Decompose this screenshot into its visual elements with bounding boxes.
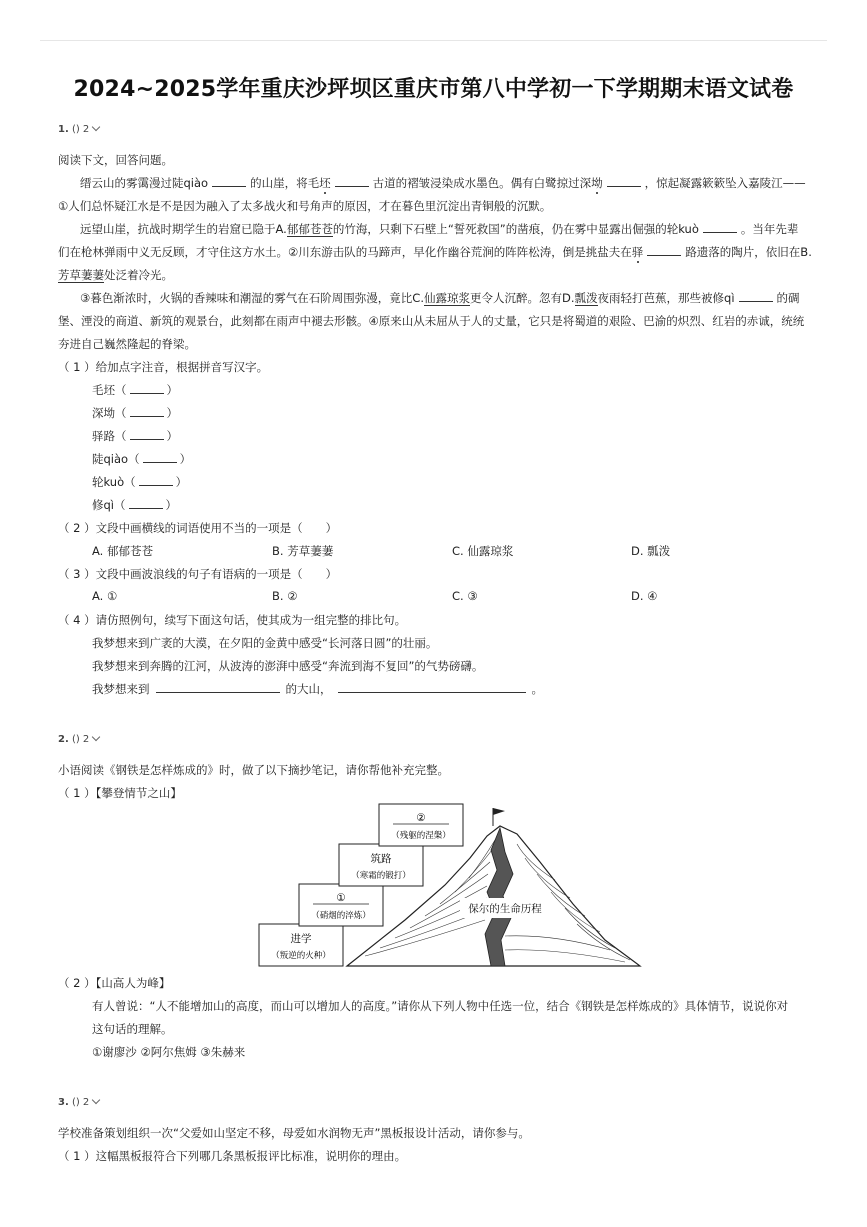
svg-text:筑路: 筑路 xyxy=(370,853,392,865)
passage-line: ③暮色渐浓时，火锅的香辣味和潮湿的雾气在石阶周围弥漫，竟比C.仙露琼浆更令人沉醉。忽有D.瓢泼夜雨轻打芭蕉，那些被修qì 的碉 xyxy=(80,291,800,305)
passage-line: 芳草萋萋处泛着冷光。 xyxy=(58,268,173,282)
fill-sentence: 我梦想来到 的大山， 。 xyxy=(92,682,543,696)
answer-item: 驿路（ ） xyxy=(92,429,178,443)
character-options: ①谢廖沙 ②阿尔焦姆 ③朱赫来 xyxy=(92,1045,246,1059)
q1-intro: 阅读下文，回答问题。 xyxy=(58,153,173,167)
sub-question-4: （ 4 ）请仿照例句，续写下面这句话，使其成为一组完整的排比句。 xyxy=(58,613,407,627)
passage-line: 夯进自己巍然隆起的脊梁。 xyxy=(58,337,196,351)
svg-text:（寒霜的锻打）: （寒霜的锻打） xyxy=(351,871,411,881)
chevron-down-icon[interactable] xyxy=(92,1096,100,1104)
answer-blank[interactable] xyxy=(130,382,164,394)
q2-intro: 小语阅读《钢铁是怎样炼成的》时，做了以下摘抄笔记，请你帮他补充完整。 xyxy=(58,763,449,777)
question-text: 这句话的理解。 xyxy=(92,1022,173,1036)
svg-text:进学: 进学 xyxy=(290,933,312,945)
sub-question-2: （ 2 ）【山高人为峰】 xyxy=(58,976,171,990)
svg-text:（叛逆的火种）: （叛逆的火种） xyxy=(271,951,331,961)
question-3-header[interactable] xyxy=(58,1097,99,1108)
question-text: 有人曾说：“人不能增加山的高度，而山可以增加人的高度。”请你从下列人物中任选一位，结合《钢铁是怎样炼成的》具体情节，说说你对 xyxy=(92,999,789,1013)
q3-intro: 学校准备策划组织一次“父爱如山坚定不移，母爱如水润物无声”黑板报设计活动，请你参与。 xyxy=(58,1126,530,1140)
question-2-header[interactable] xyxy=(58,734,99,745)
passage-line: 堡、湮没的商道、新筑的观景台，此刻都在雨声中褪去形骸。④原来山从未屈从于人的丈量，它只是将蜀道的艰险、巴渝的炽烈、红岩的赤诚，统统 xyxy=(58,314,805,328)
answer-blank[interactable] xyxy=(139,474,173,486)
answer-item: 毛坯（ ） xyxy=(92,383,178,397)
passage-line: 远望山崖，抗战时期学生的岩窟已隐于A.郁郁苍苍的竹海，只剩下石壁上“誓死救国”的凿痕，仍在雾中显露出倔强的轮kuò 。当年先辈 xyxy=(80,222,799,236)
answer-item: 深坳（ ） xyxy=(92,406,178,420)
svg-text:②: ② xyxy=(416,812,426,824)
question-meta: () 2 xyxy=(71,734,90,745)
question-meta: () 2 xyxy=(71,1097,90,1108)
passage-line: 们在枪林弹雨中义无反顾，才守住这方水土。②川东游击队的马蹄声，早化作幽谷荒涧的阵阵松涛，倒是挑盐夫在驿 路遗落的陶片，依旧在B. xyxy=(58,245,812,259)
page-title: 2024~2025学年重庆沙坪坝区重庆市第八中学初一下学期期末语文试卷 xyxy=(73,77,794,102)
step-box-4 xyxy=(379,804,463,846)
step-box-2 xyxy=(299,884,383,926)
sub-question-3: （ 3 ）文段中画波浪线的句子有语病的一项是（ ） xyxy=(58,567,338,581)
answer-blank[interactable] xyxy=(338,681,526,693)
option-a[interactable]: A. 郁郁苍苍 xyxy=(92,544,153,558)
passage-line: 缙云山的雾霭漫过陡qiào 的山崖，将毛坯 古道的褶皱浸染成水墨色。偶有白鹭掠过深坳 ，惊起凝露簌簌坠入嘉陵江—— xyxy=(80,176,806,190)
step-box-1 xyxy=(259,924,343,966)
question-number: 1. xyxy=(58,124,69,135)
question-number: 2. xyxy=(58,734,69,745)
question-meta: () 2 xyxy=(71,124,90,135)
answer-blank[interactable] xyxy=(156,681,280,693)
question-number: 3. xyxy=(58,1097,69,1108)
option-a[interactable]: A. ① xyxy=(92,589,118,603)
option-c[interactable]: C. ③ xyxy=(452,589,478,603)
top-divider xyxy=(40,40,827,41)
mountain-diagram xyxy=(255,800,650,970)
sub-question-1: （ 1 ）这幅黑板报符合下列哪几条黑板报评比标准，说明你的理由。 xyxy=(58,1149,407,1163)
passage-line: ①人们总怀疑江水是不是因为融入了太多战火和号角声的原因，才在暮色里沉淀出青铜般的沉默。 xyxy=(58,199,552,213)
answer-blank[interactable] xyxy=(130,428,164,440)
example-sentence: 我梦想来到奔腾的江河，从波涛的澎湃中感受“奔流到海不复回”的气势磅礴。 xyxy=(92,659,484,673)
sub-question-1: （ 1 ）给加点字注音，根据拼音写汉字。 xyxy=(58,360,269,374)
svg-text:（硝烟的淬炼）: （硝烟的淬炼） xyxy=(311,911,371,921)
option-d[interactable]: D. ④ xyxy=(631,589,658,603)
answer-item: 轮kuò（ ） xyxy=(92,475,188,489)
answer-blank[interactable] xyxy=(130,405,164,417)
svg-text:①: ① xyxy=(336,892,346,904)
step-box-3 xyxy=(339,844,423,886)
option-b[interactable]: B. ② xyxy=(272,589,298,603)
sub-question-2: （ 2 ）文段中画横线的词语使用不当的一项是（ ） xyxy=(58,521,338,535)
answer-item: 陡qiào（ ） xyxy=(92,452,192,466)
svg-text:（残躯的涅槃）: （残躯的涅槃） xyxy=(391,831,451,841)
question-1-header[interactable] xyxy=(58,124,99,135)
chevron-down-icon[interactable] xyxy=(92,733,100,741)
sub-question-1: （ 1 ）【攀登情节之山】 xyxy=(58,786,182,800)
option-b[interactable]: B. 芳草萋萋 xyxy=(272,544,334,558)
flag-icon xyxy=(493,808,505,815)
option-c[interactable]: C. 仙露琼浆 xyxy=(452,544,514,558)
answer-item: 修qì（ ） xyxy=(92,498,177,512)
answer-blank[interactable] xyxy=(143,451,177,463)
chevron-down-icon[interactable] xyxy=(92,123,100,131)
answer-blank[interactable] xyxy=(129,497,163,509)
option-d[interactable]: D. 瓢泼 xyxy=(631,544,671,558)
example-sentence: 我梦想来到广袤的大漠，在夕阳的金黄中感受“长河落日圆”的壮丽。 xyxy=(92,636,438,650)
mountain-label: 保尔的生命历程 xyxy=(468,903,542,915)
